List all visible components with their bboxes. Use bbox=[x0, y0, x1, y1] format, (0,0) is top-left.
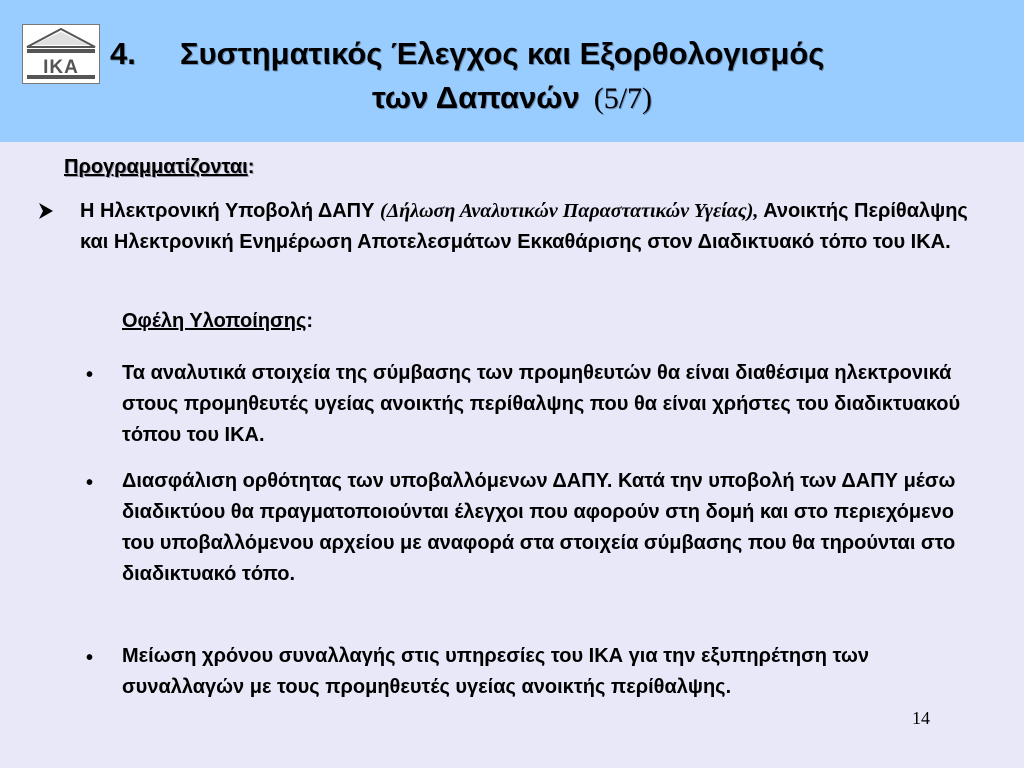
bullet-dot: • bbox=[86, 647, 94, 669]
benefit-item: Τα αναλυτικά στοιχεία της σύμβασης των προμηθευτών θα είναι διαθέσιμα ηλεκτρονικά στους προμηθευτές υγείας ανοικτής περίθαλψης που θα είναι χρήστες του διαδικτυακού τόπου του ΙΚΑ. bbox=[122, 362, 961, 446]
benefit-item: Διασφάλιση ορθότητας των υποβαλλόμενων ΔΑΠΥ. Κατά την υποβολή των ΔΑΠΥ μέσω διαδικτύου θα πραγματοποιούνται έλεγχοι που αφορούν στη δομή και στο περιεχόμενο του υποβαλλόμενου αρχείου με αναφορά στα στοιχεία σύμβασης που θα τηρούνται στο διαδικτυακό τόπο. bbox=[122, 470, 956, 585]
slide-title bbox=[110, 36, 1010, 72]
title-line-2: των Δαπανών bbox=[371, 80, 580, 115]
main-bullet-italic: (Δήλωση Αναλυτικών Παραστατικών Υγείας), bbox=[380, 200, 759, 222]
slide-body bbox=[0, 142, 1024, 768]
arrow-bullet-icon bbox=[38, 202, 54, 220]
logo-text: IKA bbox=[43, 57, 79, 78]
benefits-heading bbox=[122, 310, 313, 333]
bullet-dot: • bbox=[86, 472, 94, 494]
benefits-heading-suffix: : bbox=[306, 310, 314, 332]
main-bullet-start: Η Ηλεκτρονική Υποβολή ΔΑΠΥ bbox=[80, 200, 375, 222]
title-number: 4. bbox=[110, 36, 136, 71]
bullet-dot: • bbox=[86, 364, 94, 386]
slide-title-line-2 bbox=[0, 80, 1024, 116]
page-number: 14 bbox=[912, 708, 930, 728]
section-heading bbox=[64, 156, 254, 179]
title-line-1: Συστηματικός Έλεγχος και Εξορθολογισμός bbox=[180, 36, 825, 71]
main-bullet bbox=[80, 196, 980, 258]
ika-logo bbox=[22, 24, 100, 84]
benefits-heading-text: Οφέλη Υλοποίησης bbox=[122, 310, 307, 332]
title-page-indicator: (5/7) bbox=[593, 82, 653, 115]
section-heading-text: Προγραμματίζονται bbox=[64, 156, 248, 178]
main-bullet-end: Ανοικτής Περίθαλψης και Ηλεκτρονική Ενημέρωση Αποτελεσμάτων Εκκαθάρισης στον Διαδικτυακό τόπο του ΙΚΑ. bbox=[80, 200, 968, 253]
section-heading-suffix: : bbox=[247, 156, 255, 178]
benefit-item: Μείωση χρόνου συναλλαγής στις υπηρεσίες του ΙΚΑ για την εξυπηρέτηση των συναλλαγών με τους προμηθευτές υγείας ανοικτής περίθαλψης. bbox=[122, 645, 869, 698]
slide-header bbox=[0, 0, 1024, 142]
